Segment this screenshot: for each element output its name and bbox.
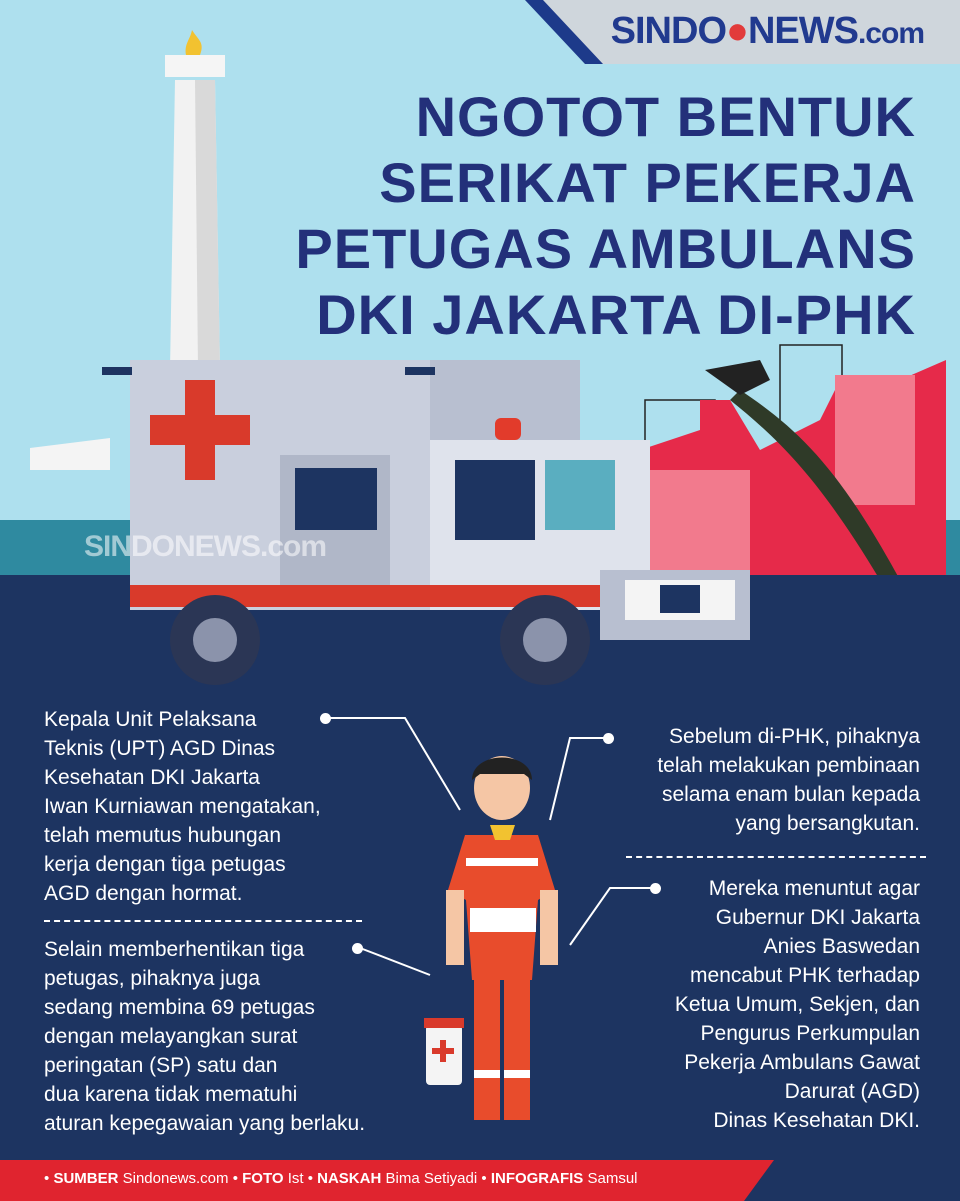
divider-right (626, 856, 926, 858)
title-line-1: NGOTOT BENTUK (415, 85, 916, 148)
title-line-2: SERIKAT PEKERJA (379, 151, 916, 214)
title-line-4: DKI JAKARTA DI-PHK (316, 283, 916, 346)
sindonews-logo: SINDO●NEWS.com (610, 10, 924, 52)
footer-credits: • SUMBER Sindonews.com • FOTO Ist • NASKAH Bima Setiyadi • INFOGRAFIS Samsul (44, 1170, 638, 1187)
divider-left (44, 920, 362, 922)
page-title (295, 84, 916, 348)
right-text-block-1: Sebelum di-PHK, pihaknya telah melakukan pembinaan selama enam bulan kepada yang bersangkutan. (657, 725, 920, 835)
left-text-block-2: Selain memberhentikan tiga petugas, pihaknya juga sedang membina 69 petugas dengan melayangkan surat peringatan (SP) satu dan dua karena tidak mematuhi aturan kepegawaian yang berlaku. (44, 938, 366, 1135)
connector-dot (320, 713, 331, 724)
connector-dot (650, 883, 661, 894)
left-text-block-1: Kepala Unit Pelaksana Teknis (UPT) AGD Dinas Kesehatan DKI Jakarta Iwan Kurniawan mengatakan, telah memutus hubungan kerja dengan tiga petugas AGD dengan hormat. (44, 708, 321, 905)
city-skyline-icon (640, 345, 946, 580)
title-line-3: PETUGAS AMBULANS (295, 217, 916, 280)
footer-strip (744, 1160, 960, 1201)
connector-dot (603, 733, 614, 744)
first-aid-kit-icon (424, 1018, 464, 1085)
right-text-block-2: Mereka menuntut agar Gubernur DKI Jakarta Anies Baswedan mencabut PHK terhadap Ketua Umum, Sekjen, dan Pengurus Perkumpulan Pekerja Ambulans Gawat Darurat (AGD) Dinas Kesehatan DKI. (674, 877, 920, 1132)
watermark: SINDONEWS.com (84, 530, 327, 563)
